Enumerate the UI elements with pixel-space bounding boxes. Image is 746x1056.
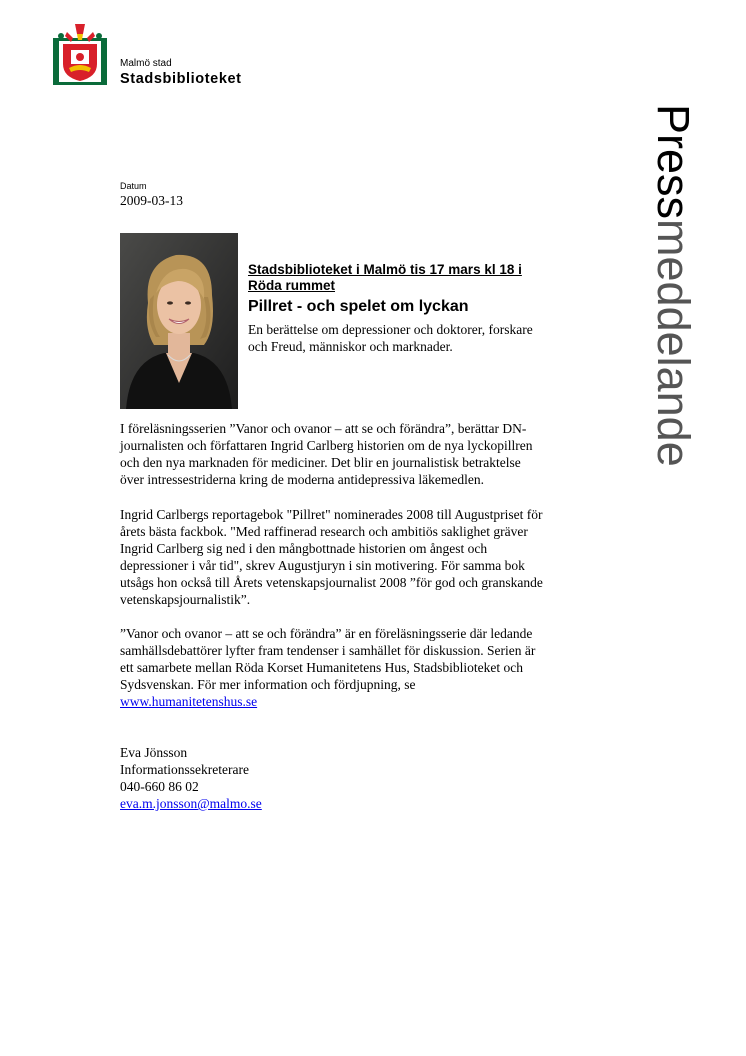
paragraph-line: I föreläsningsserien ”Vanor och ovanor – att se och förändra”, berättar DN- bbox=[120, 421, 527, 436]
side-title bbox=[648, 104, 698, 467]
event-line: Röda rummet bbox=[248, 278, 336, 293]
contact-title: Informationssekreterare bbox=[120, 762, 249, 777]
paragraph-line: ett samarbete mellan Röda Korset Humanitetens Hus, Stadsbiblioteket och bbox=[120, 660, 524, 675]
lead-line: och Freud, människor och marknader. bbox=[248, 339, 453, 354]
date-label: Datum bbox=[120, 181, 147, 191]
paragraph-line: utsågs hon också till Årets vetenskapsjournalist 2008 ”för god och granskande bbox=[120, 575, 543, 590]
date-value: 2009-03-13 bbox=[120, 193, 183, 208]
event-heading bbox=[248, 262, 568, 294]
malmo-coat-of-arms-icon bbox=[53, 24, 107, 85]
org-subtitle: Malmö stad bbox=[120, 58, 172, 69]
paragraph-line: ”Vanor och ovanor – att se och förändra” är en föreläsningsserie där ledande bbox=[120, 626, 533, 641]
paragraph-3 bbox=[120, 625, 580, 710]
paragraph-line: Ingrid Carlbergs reportagebok "Pillret" nominerades 2008 till Augustpriset för bbox=[120, 507, 543, 522]
paragraph-line: Sydsvenskan. För mer information och fördjupning, se bbox=[120, 677, 416, 692]
contact-name: Eva Jönsson bbox=[120, 745, 188, 760]
paragraph-2 bbox=[120, 506, 580, 608]
lead-line: En berättelse om depressioner och doktorer, forskare bbox=[248, 322, 533, 337]
paragraph-line: och den nya marknaden för mediciner. Det blir en journalistisk betraktelse bbox=[120, 455, 521, 470]
org-name: Stadsbiblioteket bbox=[120, 71, 242, 87]
paragraph-line: vetenskapsjournalistik”. bbox=[120, 592, 251, 607]
contact-block bbox=[120, 744, 262, 812]
lead-text bbox=[248, 321, 548, 355]
side-title-part2: meddelande bbox=[648, 219, 699, 467]
paragraph-line: Ingrid Carlberg sig ned i den mångbottnade historien om ångest och bbox=[120, 541, 488, 556]
paragraph-line: depressioner i vår tid", skrev Augustjuryn i sin motivering. För samma bok bbox=[120, 558, 525, 573]
event-line: Stadsbiblioteket i Malmö tis 17 mars kl 18 i bbox=[248, 262, 522, 277]
portrait-photo bbox=[120, 233, 238, 409]
paragraph-line: årets bästa fackbok. "Med raffinerad research och ambitiös saklighet gräver bbox=[120, 524, 528, 539]
contact-email-link[interactable]: eva.m.jonsson@malmo.se bbox=[120, 796, 262, 811]
website-link[interactable]: www.humanitetenshus.se bbox=[120, 694, 258, 709]
paragraph-line: samhällsdebattörer lyfter fram tendenser i samhället för diskussion. Serien är bbox=[120, 643, 536, 658]
headline: Pillret - och spelet om lyckan bbox=[248, 298, 469, 315]
paragraph-line: över intressestriderna kring de moderna antidepressiva läkemedlen. bbox=[120, 472, 484, 487]
contact-phone: 040-660 86 02 bbox=[120, 779, 199, 794]
paragraph-line: journalisten och författaren Ingrid Carlberg historien om de nya lyckopillren bbox=[120, 438, 533, 453]
paragraph-1 bbox=[120, 420, 580, 488]
side-title-part1: Press bbox=[648, 104, 699, 220]
